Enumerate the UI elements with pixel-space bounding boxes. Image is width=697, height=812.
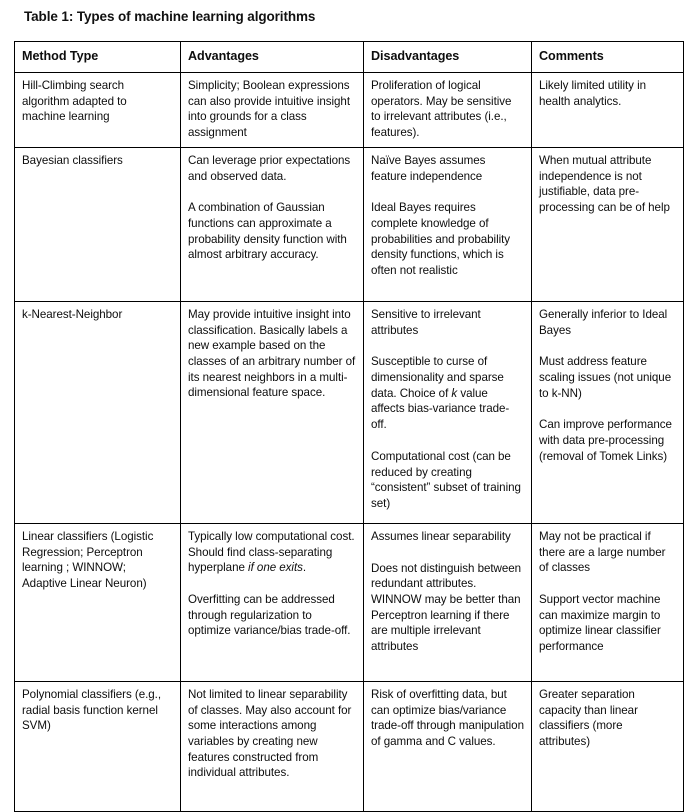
cell-disadvantages [364, 73, 532, 148]
table-row [15, 681, 684, 811]
cell-advantages [181, 73, 364, 148]
disadvantage-item: Computational cost (can be reduced by creating “consistent” subset of training set) [371, 449, 521, 510]
cell-comments [532, 681, 684, 811]
comment-item: Support vector machine can maximize margin to optimize linear classifier performance [539, 592, 661, 654]
advantage-item: May provide intuitive insight into classification. Basically labels a new example based on the classes of an arbitrary number of its nearest neighbors in a multi-dimensional feature space. [188, 307, 356, 400]
cell-method-type [15, 301, 181, 523]
advantage-item [188, 529, 356, 576]
cell-method-type [15, 681, 181, 811]
disadvantage-item [371, 354, 524, 433]
cell-comments [532, 301, 684, 523]
method-name: k-Nearest-Neighbor [22, 307, 123, 321]
disadvantage-item: Risk of overfitting data, but can optimize bias/variance trade-off through manipulation of gamma and C values. [371, 687, 524, 748]
method-name: Linear classifiers (Logistic Regression; Perceptron learning ; WINNOW; Adaptive Linear Neuron) [22, 529, 154, 590]
disadvantage-text-italic: k [451, 386, 458, 400]
comment-item: Greater separation capacity than linear classifiers (more attributes) [539, 687, 638, 748]
comment-item: Can improve performance with data pre-processing (removal of Tomek Links) [539, 418, 672, 463]
disadvantage-text-post: value affects bias-variance trade-off. [371, 386, 510, 432]
table-row [15, 301, 684, 523]
cell-disadvantages [364, 681, 532, 811]
advantage-text-pre: Typically low computational cost. Should find class-separating hyperplane [188, 529, 355, 575]
advantage-item: Overfitting can be addressed through regularization to optimize variance/bias trade-off. [188, 592, 351, 638]
machine-learning-algorithms-table [14, 41, 684, 812]
cell-advantages [181, 301, 364, 523]
disadvantage-item: Proliferation of logical operators. May be sensitive to irrelevant attributes (i.e., features). [371, 79, 512, 140]
cell-method-type [15, 73, 181, 148]
table-row [15, 73, 684, 148]
method-name: Polynomial classifiers (e.g., radial basis function kernel SVM) [22, 687, 162, 733]
cell-disadvantages [364, 147, 532, 301]
cell-comments [532, 73, 684, 148]
disadvantage-item: Naïve Bayes assumes feature independence [371, 153, 486, 183]
disadvantage-item: Sensitive to irrelevant attributes [371, 307, 481, 337]
cell-comments [532, 523, 684, 681]
disadvantage-item: Assumes linear separability [371, 529, 511, 543]
advantage-text-post: . [302, 561, 307, 575]
cell-advantages [181, 681, 364, 811]
table-row [15, 523, 684, 681]
advantage-text-italic: if one exits [248, 561, 303, 575]
cell-advantages [181, 147, 364, 301]
column-header-comments: Comments [532, 42, 684, 73]
advantage-item: Not limited to linear separability of classes. May also account for some interactions among variables by creating new features constructed from individual attributes. [188, 687, 352, 780]
column-header-advantages: Advantages [181, 42, 364, 73]
comment-item: May not be practical if there are a large number of classes [539, 529, 666, 575]
advantage-item: A combination of Gaussian functions can approximate a probability density function with almost arbitrary accuracy. [188, 201, 347, 262]
comment-item: Likely limited utility in health analytics. [539, 79, 646, 108]
table-caption: Table 1: Types of machine learning algorithms [24, 9, 316, 24]
cell-disadvantages [364, 301, 532, 523]
cell-method-type [15, 147, 181, 301]
advantage-item: Can leverage prior expectations and observed data. [188, 153, 351, 183]
table-header-row [15, 42, 684, 73]
cell-advantages [181, 523, 364, 681]
comment-item: When mutual attribute independence is not justifiable, data pre-processing can be of help [539, 153, 670, 214]
method-name: Hill-Climbing search algorithm adapted to machine learning [22, 79, 127, 124]
cell-disadvantages [364, 523, 532, 681]
advantage-item: Simplicity; Boolean expressions can also provide intuitive insight into grounds for a class assignment [188, 79, 350, 140]
disadvantage-text-pre: Susceptible to curse of dimensionality and sparse data. Choice of [371, 355, 504, 400]
column-header-method-type: Method Type [15, 42, 181, 73]
method-name: Bayesian classifiers [22, 153, 123, 167]
cell-method-type [15, 523, 181, 681]
disadvantage-item: Does not distinguish between redundant attributes. WINNOW may be better than Perceptron learning if there are multiple irrelevant attributes [371, 561, 522, 654]
comment-item: Must address feature scaling issues (not unique to k-NN) [539, 355, 672, 400]
cell-comments [532, 147, 684, 301]
column-header-disadvantages: Disadvantages [364, 42, 532, 73]
disadvantage-item: Ideal Bayes requires complete knowledge of probabilities and probability density functions, which is often not realistic [371, 201, 511, 278]
table-container [14, 41, 683, 812]
table-row [15, 147, 684, 301]
comment-item: Generally inferior to Ideal Bayes [539, 307, 668, 337]
